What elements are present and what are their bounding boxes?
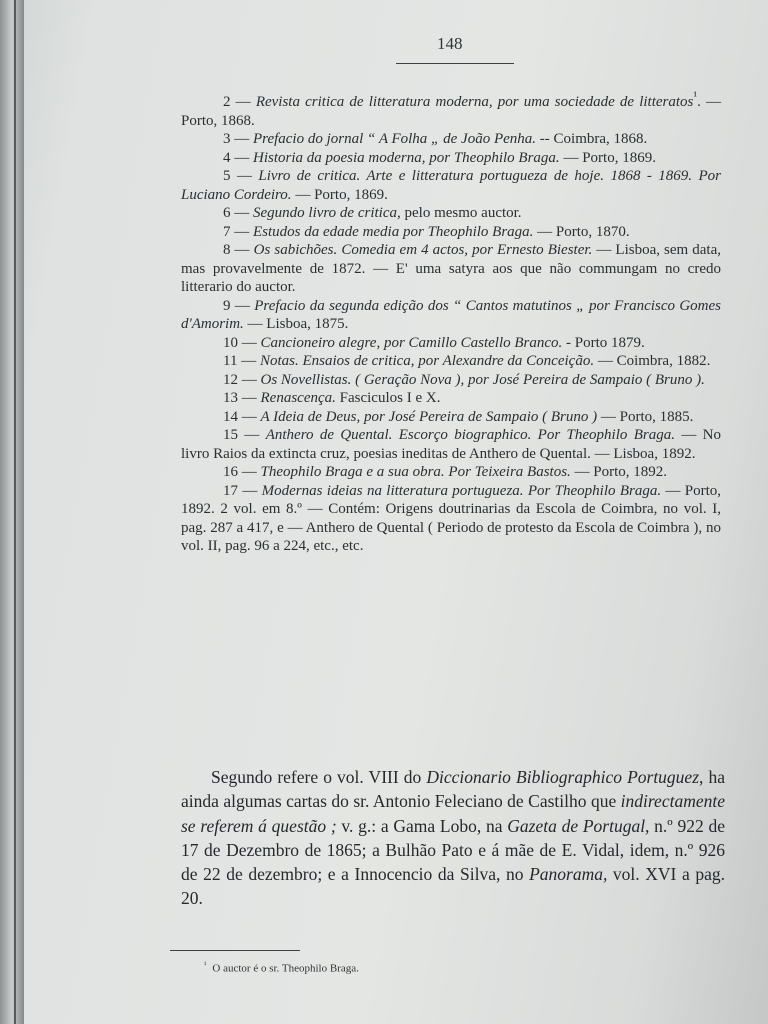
book-spine: [0, 0, 26, 1024]
body-paragraph: Segundo refere o vol. VIII do Diccionario Bibliographico Portuguez, ha ainda algumas cartas do sr. Antonio Feleciano de Castilho que indirectamente se referem á questão ; v. g.: a Gama Lobo, na Gazeta de Portugal, n.º 922 de 17 de Dezembro de 1865; a Bulhão Pato e á mãe de E. Vidal, idem, n.º 926 de 22 de dezembro; e a Innocencio da Silva, no Panorama, vol. XVI a pag. 20.: [181, 767, 725, 909]
bibliography-entry: 10 — Cancioneiro alegre, por Camillo Castello Branco. - Porto 1879.: [223, 334, 645, 351]
bibliography-entry: 4 — Historia da poesia moderna, por Theophilo Braga. — Porto, 1869.: [223, 149, 656, 166]
bibliography-entry: 8 — Os sabichões. Comedia em 4 actos, por Ernesto Biester. — Lisboa, sem data, mas provavelmente de 1872. — E' uma satyra aos que não commungam no credo litterario do auctor.: [181, 242, 722, 295]
page-number: 148: [437, 34, 463, 53]
footnote-rule: [170, 950, 300, 951]
footnote: $^{^1}$ O auctor é o sr. Theophilo Braga.: [204, 960, 359, 975]
bibliography-entry: 3 — Prefacio do jornal “ A Folha „ de João Penha. -- Coimbra, 1868.: [223, 131, 648, 147]
bibliography-entry: 7 — Estudos da edade media por Theophilo Braga. — Porto, 1870.: [223, 223, 630, 240]
bibliography-entry: 9 — Prefacio da segunda edição dos “ Cantos matutinos „ por Francisco Gomes d'Amorim. — Lisboa, 1875.: [181, 297, 722, 332]
header-rule: [396, 63, 514, 64]
bibliography-entry: 11 — Notas. Ensaios de critica, por Alexandre da Conceição. — Coimbra, 1882.: [223, 353, 711, 369]
bibliography-entry: 15 — Anthero de Quental. Escorço biographico. Por Theophilo Braga. — No livro Raios da extincta cruz, poesias ineditas de Anthero de Quental. — Lisboa, 1892.: [181, 427, 721, 462]
bibliography-list: [181, 87, 721, 556]
bibliography-entry: 16 — Theophilo Braga e a sua obra. Por Teixeira Bastos. — Porto, 1892.: [223, 464, 668, 480]
bibliography-entry: 12 — Os Novellistas. ( Geração Nova ), por José Pereira de Sampaio ( Bruno ).: [223, 371, 705, 388]
book-page: [24, 0, 768, 1024]
bibliography-entry: 2 — Revista critica de litteratura moderna, por uma sociedade de litteratos$^{^1}$. — Porto, 1868.: [181, 89, 722, 129]
spine-shadow: [14, 0, 16, 1024]
bibliography-entry: 14 — A Ideia de Deus, por José Pereira de Sampaio ( Bruno ) — Porto, 1885.: [223, 408, 694, 425]
bibliography-entry: 6 — Segundo livro de critica, pelo mesmo auctor.: [223, 205, 522, 221]
bibliography-entry: 17 — Modernas ideias na litteratura portugueza. Por Theophilo Braga. — Porto, 1892. 2 vol. em 8.º — Contém: Origens doutrinarias da Escola de Coimbra, no vol. I, pag. 287 a 417, e — Anthero de Quental ( Periodo de protesto da Escola de Coimbra ), no vol. II, pag. 96 a 224, etc., etc.: [181, 482, 721, 554]
bibliography-entry: 13 — Renascença. Fasciculos I e X.: [223, 390, 441, 406]
bibliography-entry: 5 — Livro de critica. Arte e litteratura portugueza de hoje. 1868 - 1869. Por Luciano Cordeiro. — Porto, 1869.: [181, 168, 721, 203]
